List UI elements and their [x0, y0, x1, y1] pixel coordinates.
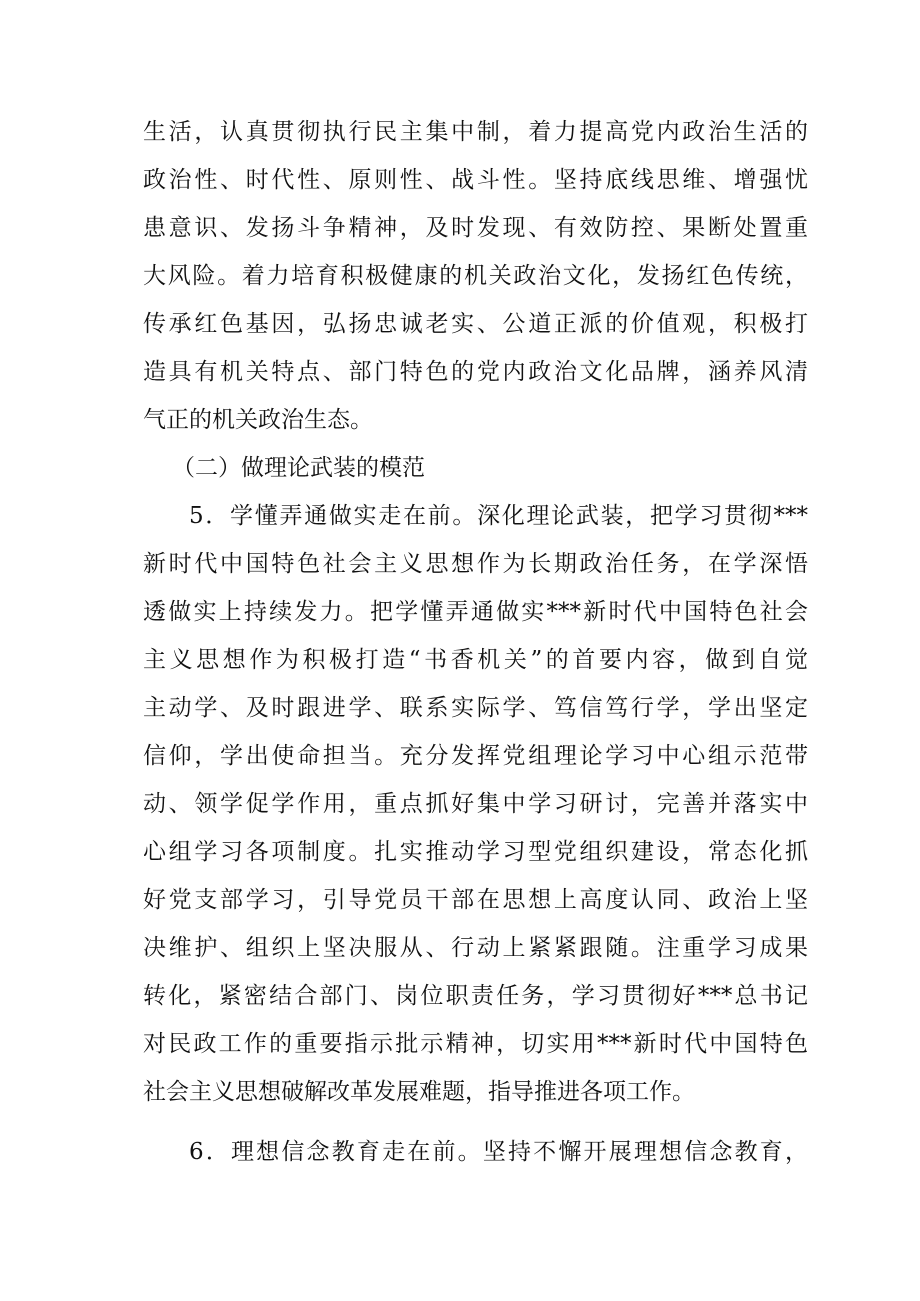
- text-line: 主义思想作为积极打造“书香机关”的首要内容，做到自觉: [143, 647, 808, 673]
- text-line: 信仰，学出使命担当。充分发挥党组理论学习中心组示范带: [143, 743, 808, 769]
- paragraph-start-line: 6．理想信念教育走在前。坚持不懈开展理想信念教育，: [189, 1139, 808, 1165]
- text-line: 政治性、时代性、原则性、战斗性。坚持底线思维、增强忧: [143, 167, 808, 193]
- text-line: 透做实上持续发力。把学懂弄通做实***新时代中国特色社会: [143, 599, 808, 625]
- text-line: 主动学、及时跟进学、联系实际学、笃信笃行学，学出坚定: [143, 695, 808, 721]
- text-line: 大风险。着力培育积极健康的机关政治文化，发扬红色传统，: [143, 263, 808, 289]
- paragraph-start-line: 5．学懂弄通做实走在前。深化理论武装，把学习贯彻***: [189, 503, 808, 529]
- text-line: 转化，紧密结合部门、岗位职责任务，学习贯彻好***总书记: [143, 983, 808, 1009]
- text-line: 新时代中国特色社会主义思想作为长期政治任务，在学深悟: [143, 551, 808, 577]
- text-line: 动、领学促学作用，重点抓好集中学习研讨，完善并落实中: [143, 791, 808, 817]
- text-line: 对民政工作的重要指示批示精神，切实用***新时代中国特色: [143, 1031, 808, 1057]
- section-heading: （二）做理论武装的模范: [172, 455, 425, 481]
- text-line: 生活，认真贯彻执行民主集中制，着力提高党内政治生活的: [143, 119, 808, 145]
- text-line: 传承红色基因，弘扬忠诚老实、公道正派的价值观，积极打: [143, 311, 808, 337]
- text-line: 气正的机关政治生态。: [143, 407, 373, 433]
- text-line: 患意识、发扬斗争精神，及时发现、有效防控、果断处置重: [143, 215, 808, 241]
- text-line: 决维护、组织上坚决服从、行动上紧紧跟随。注重学习成果: [143, 935, 808, 961]
- text-line: 社会主义思想破解改革发展难题，指导推进各项工作。: [143, 1079, 695, 1105]
- text-line: 心组学习各项制度。扎实推动学习型党组织建设，常态化抓: [143, 839, 808, 865]
- text-line: 好党支部学习，引导党员干部在思想上高度认同、政治上坚: [143, 887, 808, 913]
- text-line: 造具有机关特点、部门特色的党内政治文化品牌，涵养风清: [143, 359, 808, 385]
